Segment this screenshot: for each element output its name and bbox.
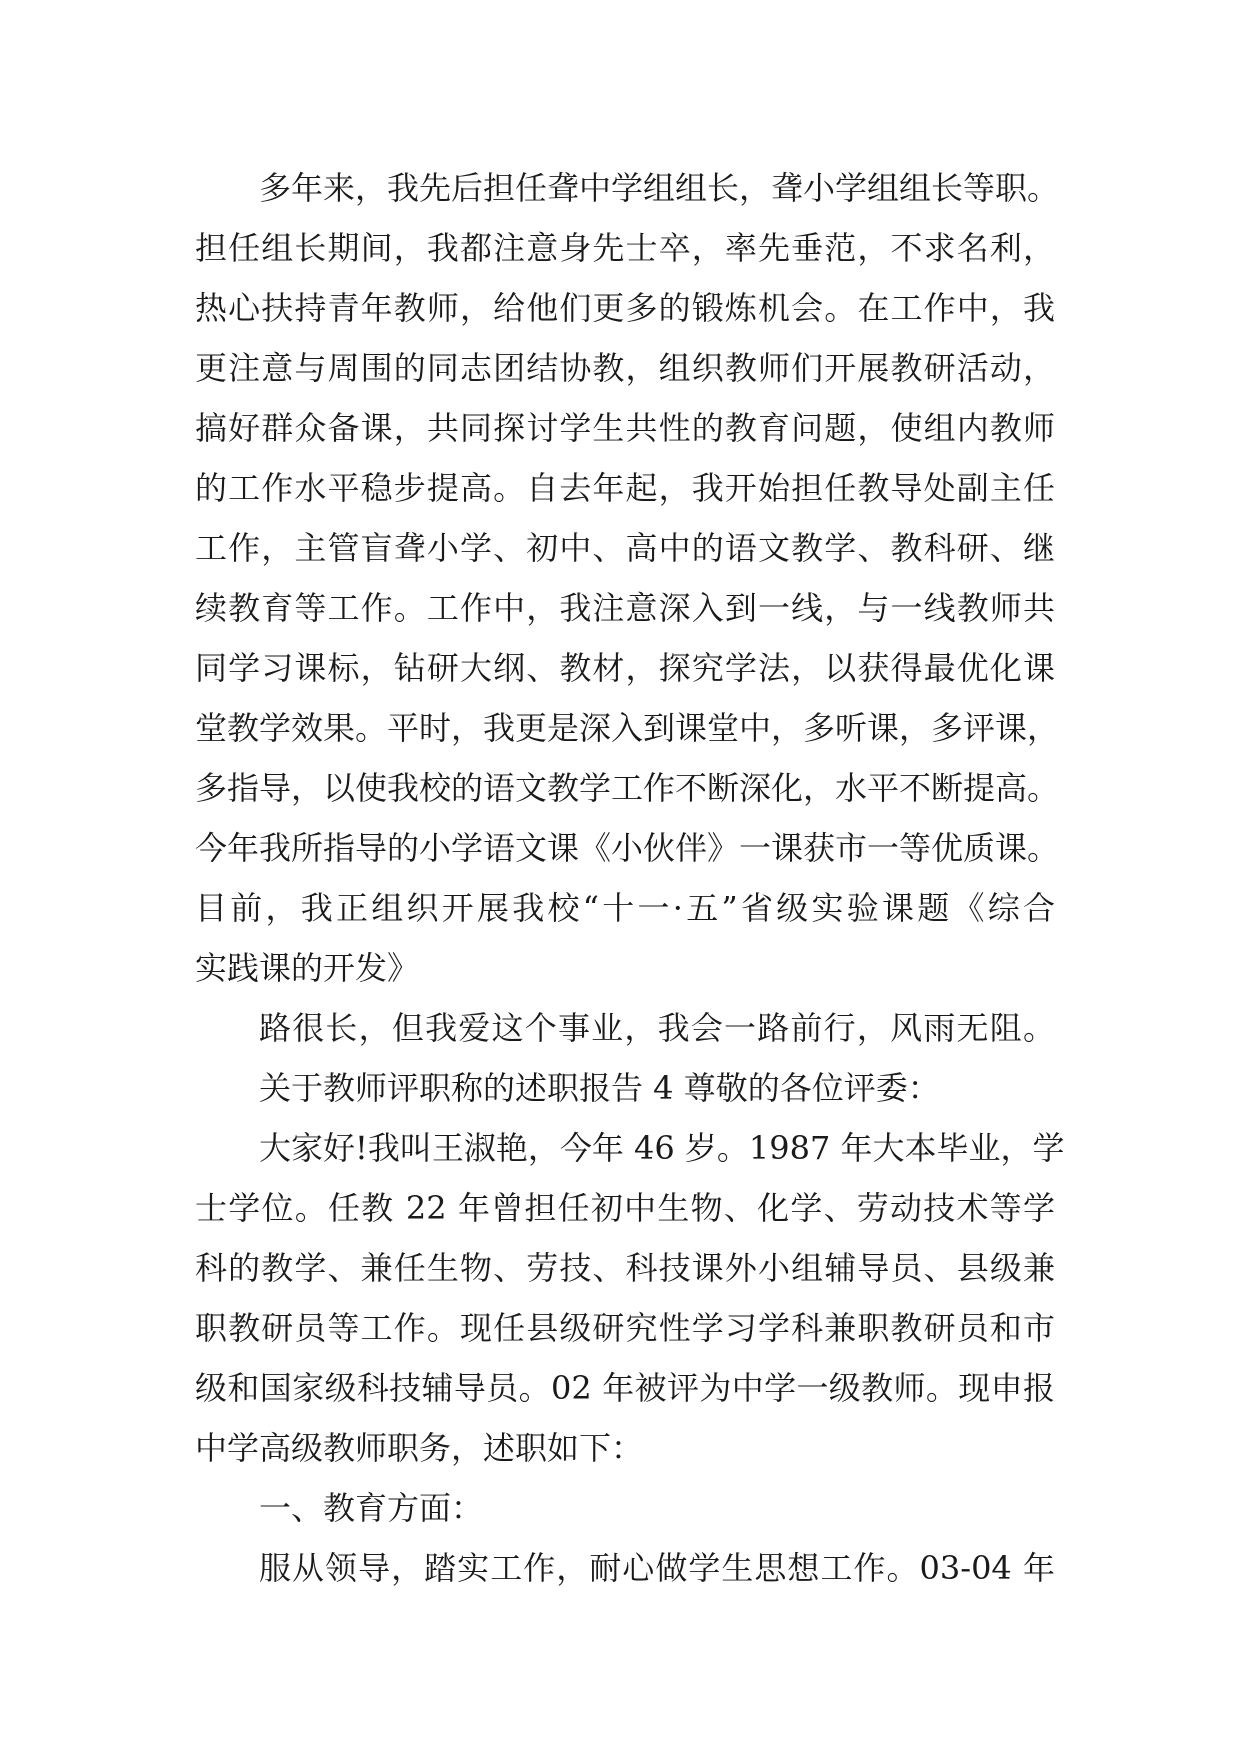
paragraph-line: 目前，我正组织开展我校“十一·五”省级实验课题《综合 bbox=[195, 889, 1055, 927]
paragraph-line: 堂教学效果。平时，我更是深入到课堂中，多听课，多评课， bbox=[195, 709, 1060, 747]
paragraph-line: 实践课的开发》 bbox=[195, 949, 420, 987]
paragraph-line: 士学位。任教 22 年曾担任初中生物、化学、劳动技术等学 bbox=[195, 1189, 1055, 1227]
paragraph-line: 多年来，我先后担任聋中学组组长，聋小学组组长等职。 bbox=[259, 169, 1060, 207]
paragraph-line: 同学习课标，钻研大纲、教材，探究学法，以获得最优化课 bbox=[195, 649, 1055, 687]
paragraph-line: 担任组长期间，我都注意身先士卒，率先垂范，不求名利， bbox=[195, 229, 1055, 267]
section-heading: 一、教育方面： bbox=[259, 1489, 484, 1527]
paragraph-line: 科的教学、兼任生物、劳技、科技课外小组辅导员、县级兼 bbox=[195, 1249, 1055, 1287]
paragraph-line: 搞好群众备课，共同探讨学生共性的教育问题，使组内教师 bbox=[195, 409, 1055, 447]
paragraph-line: 热心扶持青年教师，给他们更多的锻炼机会。在工作中，我 bbox=[195, 289, 1055, 327]
paragraph-line: 中学高级教师职务，述职如下： bbox=[195, 1429, 644, 1467]
paragraph-line: 工作，主管盲聋小学、初中、高中的语文教学、教科研、继 bbox=[195, 529, 1055, 567]
paragraph-line: 级和国家级科技辅导员。02 年被评为中学一级教师。现申报 bbox=[195, 1369, 1055, 1407]
paragraph-line: 今年我所指导的小学语文课《小伙伴》一课获市一等优质课。 bbox=[195, 829, 1060, 867]
paragraph-line: 多指导，以使我校的语文教学工作不断深化，水平不断提高。 bbox=[195, 769, 1060, 807]
paragraph-line: 大家好!我叫王淑艳，今年 46 岁。1987 年大本毕业，学 bbox=[259, 1129, 1065, 1167]
paragraph-line: 续教育等工作。工作中，我注意深入到一线，与一线教师共 bbox=[195, 589, 1055, 627]
document-body bbox=[195, 158, 1065, 1598]
paragraph-line: 的工作水平稳步提高。自去年起，我开始担任教导处副主任 bbox=[195, 469, 1055, 507]
paragraph-line: 服从领导，踏实工作，耐心做学生思想工作。03-04 年 bbox=[259, 1549, 1055, 1587]
paragraph-line: 更注意与周围的同志团结协教，组织教师们开展教研活动， bbox=[195, 349, 1055, 387]
paragraph-line: 路很长，但我爱这个事业，我会一路前行，风雨无阻。 bbox=[259, 1009, 1055, 1047]
report-heading-line: 关于教师评职称的述职报告 4 尊敬的各位评委： bbox=[259, 1069, 940, 1107]
paragraph-line: 职教研员等工作。现任县级研究性学习学科兼职教研员和市 bbox=[195, 1309, 1055, 1347]
